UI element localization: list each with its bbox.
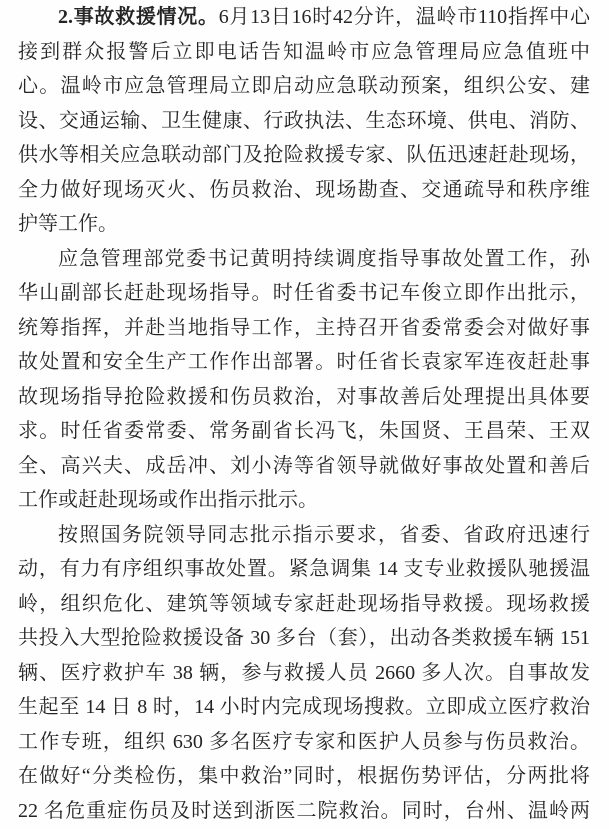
text-line: 求。时任省委常委、常务副省长冯飞，朱国贤、王昌荣、王双 bbox=[18, 420, 590, 442]
text-line: 华山副部长赶赴现场指导。时任省委书记车俊立即作出批示， bbox=[18, 282, 590, 304]
text-line: 22 名危重症伤员及时送到浙医二院救治。同时，台州、温岭两 bbox=[18, 799, 590, 822]
text-line: 辆、医疗救护车 38 辆，参与救援人员 2660 多人次。自事故发 bbox=[18, 661, 590, 684]
text-line: 心。温岭市应急管理局立即启动应急联动预案，组织公安、建 bbox=[18, 75, 590, 97]
text-line: 全力做好现场灭火、伤员救治、现场勘查、交通疏导和秩序维 bbox=[18, 178, 590, 201]
text-line: 故现场指导抢险救援和伤员救治，对事故善后处理提出具体要 bbox=[18, 385, 590, 408]
text-line: 设、交通运输、卫生健康、行政执法、生态环境、供电、消防、 bbox=[18, 109, 590, 132]
text-line: 供水等相关应急联动部门及抢险救援专家、队伍迅速赶赴现场， bbox=[18, 144, 590, 166]
text-line: 动，有力有序组织事故处置。紧急调集 14 支专业救援队驰援温 bbox=[18, 558, 590, 580]
text-line bbox=[18, 0, 590, 35]
text-line: 工作专班，组织 630 多名医疗专家和医护人员参与伤员救治。 bbox=[18, 730, 590, 753]
text-line: 护等工作。 bbox=[18, 213, 118, 235]
text-line: 全、高兴夫、成岳冲、刘小涛等省领导就做好事故处置和善后 bbox=[18, 454, 590, 477]
paragraph-leaders-instructions bbox=[18, 242, 590, 518]
text-line: 工作或赶赴现场或作出指示批示。 bbox=[18, 489, 318, 511]
text-line: 共投入大型抢险救援设备 30 多台（套），出动各类救援车辆 151 bbox=[18, 627, 590, 649]
text-line: 生起至 14 日 8 时，14 小时内完成现场搜救。立即成立医疗救治 bbox=[18, 696, 590, 718]
text-line: 按照国务院领导同志批示指示要求，省委、省政府迅速行 bbox=[58, 523, 590, 546]
text-line: 应急管理部党委书记黄明持续调度指导事故处置工作，孙 bbox=[58, 247, 590, 270]
paragraph-rescue-operations bbox=[18, 518, 590, 829]
text-line: 故处置和安全生产工作作出部署。时任省长袁家军连夜赶赴事 bbox=[18, 351, 590, 373]
text-line: 接到群众报警后立即电话告知温岭市应急管理局应急值班中 bbox=[18, 40, 590, 63]
text-line: 岭，组织危化、建筑等领域专家赶赴现场指导救援。现场救援 bbox=[18, 592, 590, 615]
paragraph-rescue-intro bbox=[18, 0, 590, 242]
line-text: 6月13日16时42分许，温岭市110指挥中心 bbox=[218, 6, 591, 28]
text-line: 统筹指挥，并赴当地指导工作，主持召开省委常委会对做好事 bbox=[18, 316, 590, 339]
text-line: 在做好“分类检伤，集中救治”同时，根据伤势评估，分两批将 bbox=[18, 765, 590, 787]
section-number-heading: 2.事故救援情况。 bbox=[58, 6, 219, 28]
